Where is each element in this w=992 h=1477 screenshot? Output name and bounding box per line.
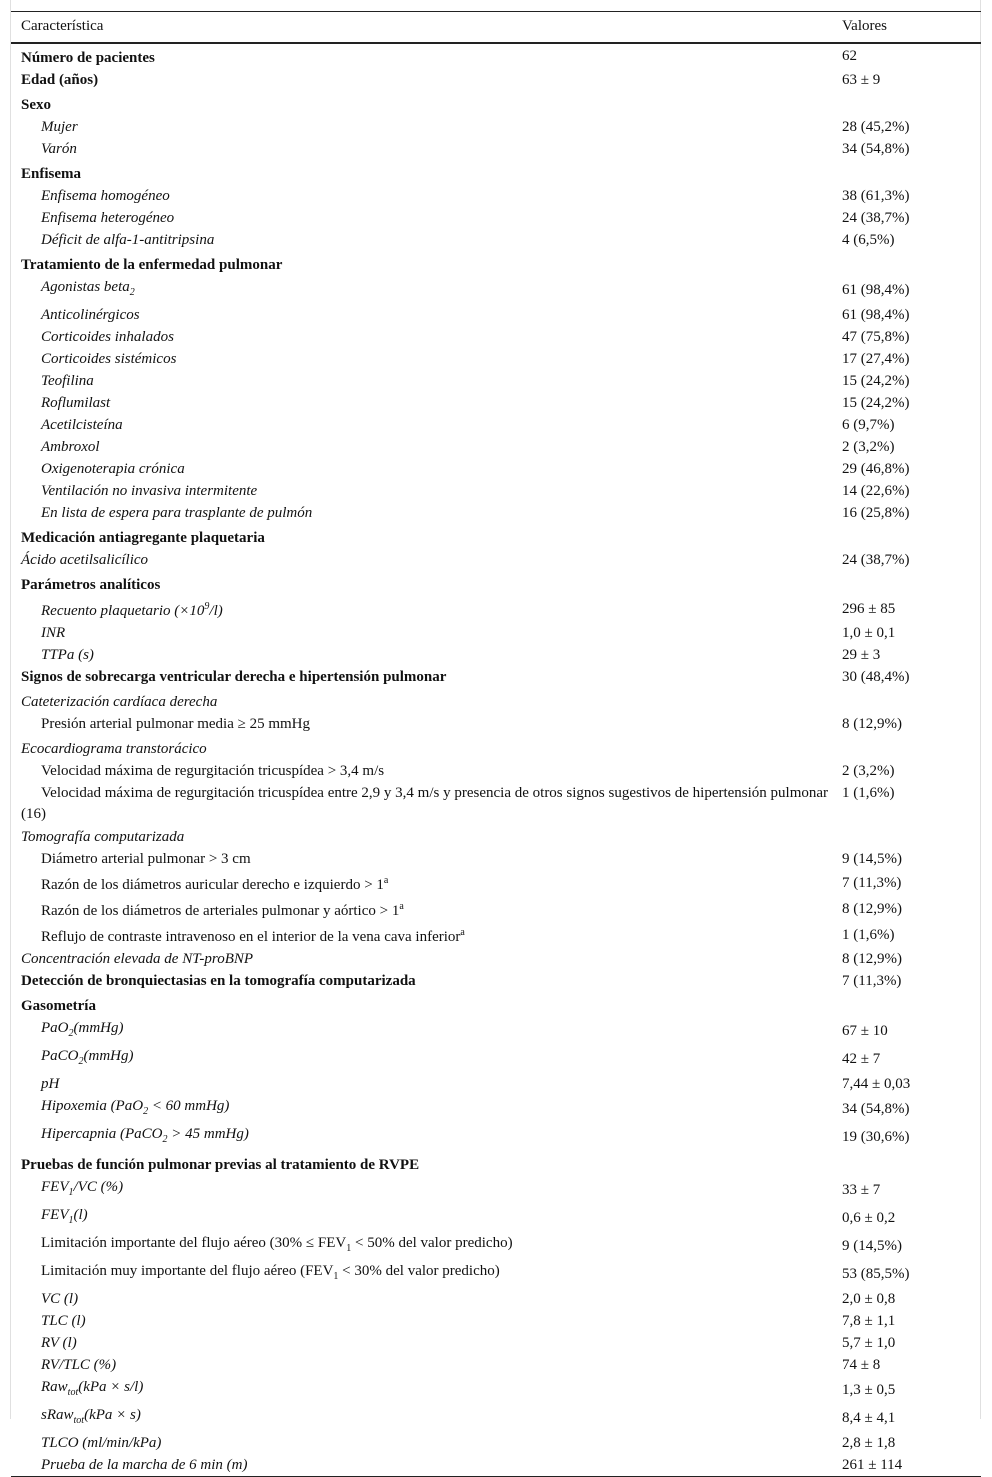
table-row xyxy=(11,326,981,348)
row-label: $FEV_1(l)$ xyxy=(41,1206,88,1226)
row-value: 61 (98,4%) xyxy=(842,281,910,298)
row-value: 2,0 ± 0,8 xyxy=(842,1290,896,1307)
row-label: RV/TLC (%) xyxy=(41,1356,117,1373)
row-value: 29 ± 3 xyxy=(842,646,881,663)
row-label: TTPa (s) xyxy=(41,646,94,663)
row-label: Concentración elevada de NT-proBNP xyxy=(21,950,254,967)
row-value xyxy=(842,735,981,760)
table-row xyxy=(11,1404,981,1432)
row-label: Prueba de la marcha de 6 min (m) xyxy=(11,1454,842,1477)
row-label: Varón xyxy=(41,140,77,157)
row-label: Déficit de alfa-1-antitripsina xyxy=(41,231,215,248)
row-label: Oxigenoterapia crónica xyxy=(41,460,185,477)
table-row xyxy=(11,480,981,502)
table-row xyxy=(11,622,981,644)
row-label: Edad (años) xyxy=(21,71,99,88)
row-label: INR xyxy=(41,624,66,641)
row-label: Mujer xyxy=(41,118,78,135)
row-label: Corticoides inhalados xyxy=(41,328,174,345)
row-value: 53 (85,5%) xyxy=(842,1265,910,1282)
row-label: Roflumilast xyxy=(41,394,111,411)
row-label: Enfisema xyxy=(21,165,81,182)
row-label: Agonistas beta$_2$ xyxy=(41,278,135,298)
row-label: Tomografía computarizada xyxy=(21,828,185,845)
table-row xyxy=(11,1354,981,1376)
table-row xyxy=(11,596,981,622)
row-label: TLCO (ml/min/kPa) xyxy=(41,1434,162,1451)
row-label: TLC (l) xyxy=(41,1312,86,1329)
header-valores: Valores xyxy=(842,12,981,43)
table-row xyxy=(11,666,981,688)
row-label: Ácido acetilsalicílico xyxy=(21,551,149,568)
row-label: Tratamiento de la enfermedad pulmonar xyxy=(21,256,283,273)
header-caracteristica: Característica xyxy=(11,12,842,43)
table-row xyxy=(11,1123,981,1151)
table-header-row xyxy=(11,12,981,43)
row-label: Presión arterial pulmonar media ≥ 25 mmHg xyxy=(41,715,311,732)
table-row xyxy=(11,870,981,896)
row-value: 17 (27,4%) xyxy=(842,350,910,367)
table-row xyxy=(11,1376,981,1404)
row-value: 296 ± 85 xyxy=(842,600,896,617)
table-row xyxy=(11,392,981,414)
row-value: 8,4 ± 4,1 xyxy=(842,1409,896,1426)
table-row xyxy=(11,1288,981,1310)
row-value: 33 ± 7 xyxy=(842,1181,881,1198)
table-row xyxy=(11,1017,981,1045)
row-value: 6 (9,7%) xyxy=(842,416,895,433)
table-row xyxy=(11,760,981,782)
table-row xyxy=(11,348,981,370)
row-label: Razón de los diámetros auricular derecho e izquierdo > $1^a$ xyxy=(41,874,389,893)
row-label: Signos de sobrecarga ventricular derecha e hipertensión pulmonar xyxy=(21,668,447,685)
table-row xyxy=(11,370,981,392)
table-row xyxy=(11,848,981,870)
table-row xyxy=(11,713,981,735)
row-value: 30 (48,4%) xyxy=(842,668,910,685)
row-value: 67 ± 10 xyxy=(842,1022,888,1039)
row-label: Velocidad máxima de regurgitación tricuspídea > 3,4 m/s xyxy=(41,762,385,779)
row-value: 0,6 ± 0,2 xyxy=(842,1209,896,1226)
row-value: 38 (61,3%) xyxy=(842,187,910,204)
row-value xyxy=(842,91,981,116)
table-row xyxy=(11,116,981,138)
table-row xyxy=(11,688,981,713)
row-value: 1 (1,6%) xyxy=(842,926,895,943)
table-row xyxy=(11,251,981,276)
table-row xyxy=(11,948,981,970)
row-value: 1 (1,6%) xyxy=(842,784,895,801)
table-row xyxy=(11,1073,981,1095)
row-label: Ecocardiograma transtorácico xyxy=(21,740,207,757)
table-row xyxy=(11,826,981,848)
row-label: Hipercapnia (PaCO$_2$ > 45 mmHg) xyxy=(41,1125,249,1145)
table-row xyxy=(11,91,981,116)
row-label: Medicación antiagregante plaquetaria xyxy=(21,529,265,546)
table-row xyxy=(11,1176,981,1204)
row-label: PaO$_2$(mmHg) xyxy=(41,1019,124,1039)
row-value: 261 ± 114 xyxy=(842,1454,981,1477)
row-value xyxy=(842,1151,981,1176)
row-value xyxy=(842,524,981,549)
row-value: 63 ± 9 xyxy=(842,71,881,88)
table-row xyxy=(11,644,981,666)
row-value: 9 (14,5%) xyxy=(842,850,902,867)
row-value: 62 xyxy=(842,48,857,64)
row-label: Acetilcisteína xyxy=(41,416,123,433)
row-value: 14 (22,6%) xyxy=(842,482,910,499)
table-row xyxy=(11,207,981,229)
table-row xyxy=(11,735,981,760)
characteristics-table xyxy=(11,11,981,1477)
row-label: Recuento plaquetario $(\times 10^9/l)$ xyxy=(41,600,223,619)
row-label: Ventilación no invasiva intermitente xyxy=(41,482,258,499)
row-label: Cateterización cardíaca derecha xyxy=(21,693,218,710)
table-row xyxy=(11,782,981,826)
row-value: 8 (12,9%) xyxy=(842,900,902,917)
table-row xyxy=(11,458,981,480)
table-row xyxy=(11,549,981,571)
table-row xyxy=(11,896,981,922)
table-row xyxy=(11,1310,981,1332)
table-row xyxy=(11,43,981,69)
row-value: 7,44 ± 0,03 xyxy=(842,1075,911,1092)
row-value: 34 (54,8%) xyxy=(842,1100,910,1117)
row-value: 29 (46,8%) xyxy=(842,460,910,477)
row-label: En lista de espera para trasplante de pulmón xyxy=(41,504,313,521)
row-value: 61 (98,4%) xyxy=(842,306,910,323)
row-value: 1,3 ± 0,5 xyxy=(842,1381,896,1398)
table-row xyxy=(11,436,981,458)
table-row xyxy=(11,1045,981,1073)
row-label: pH xyxy=(41,1075,60,1092)
row-value: 15 (24,2%) xyxy=(842,394,910,411)
table-row xyxy=(11,1232,981,1260)
row-value: 47 (75,8%) xyxy=(842,328,910,345)
row-value: 9 (14,5%) xyxy=(842,1237,902,1254)
row-value: 16 (25,8%) xyxy=(842,504,910,521)
row-label: Limitación muy importante del flujo aéreo ($FEV_1 < 30\%$ del valor predicho) xyxy=(41,1262,500,1282)
row-label: Pruebas de función pulmonar previas al tratamiento de RVPE xyxy=(21,1156,420,1173)
row-label: Raw$_{tot}$(kPa × s/l) xyxy=(41,1378,144,1398)
row-value: 24 (38,7%) xyxy=(842,551,910,568)
table-row xyxy=(11,1432,981,1454)
row-value: 28 (45,2%) xyxy=(842,118,910,135)
row-value: 7,8 ± 1,1 xyxy=(842,1312,896,1329)
table-row xyxy=(11,524,981,549)
row-label: Ambroxol xyxy=(41,438,100,455)
row-label: VC (l) xyxy=(41,1290,79,1307)
row-value: 2 (3,2%) xyxy=(842,762,895,779)
row-value: 15 (24,2%) xyxy=(842,372,910,389)
table-row xyxy=(11,1151,981,1176)
row-value xyxy=(842,160,981,185)
row-label: Número de pacientes xyxy=(21,49,155,66)
table-row xyxy=(11,414,981,436)
table-row xyxy=(11,1260,981,1288)
row-value: 2,8 ± 1,8 xyxy=(842,1434,896,1451)
row-value: 34 (54,8%) xyxy=(842,140,910,157)
row-value: 8 (12,9%) xyxy=(842,950,902,967)
row-value: 74 ± 8 xyxy=(842,1356,881,1373)
row-value xyxy=(842,992,981,1017)
table-row xyxy=(11,138,981,160)
table-row xyxy=(11,69,981,91)
row-label: Razón de los diámetros de arteriales pulmonar y aórtico > $1^a$ xyxy=(41,900,404,919)
row-label: Diámetro arterial pulmonar > 3 cm xyxy=(41,850,251,867)
table-row xyxy=(11,502,981,524)
row-label: Parámetros analíticos xyxy=(21,576,161,593)
row-label: Gasometría xyxy=(21,997,96,1014)
table-row xyxy=(11,1332,981,1354)
table-row xyxy=(11,922,981,948)
row-value: 19 (30,6%) xyxy=(842,1128,910,1145)
table-row xyxy=(11,992,981,1017)
row-value: 1,0 ± 0,1 xyxy=(842,624,896,641)
table-row xyxy=(11,1454,981,1477)
row-label: PaCO$_2$(mmHg) xyxy=(41,1047,134,1067)
row-value: 5,7 ± 1,0 xyxy=(842,1334,896,1351)
row-label: Detección de bronquiectasias en la tomografía computarizada xyxy=(21,972,416,989)
row-label: Anticolinérgicos xyxy=(41,306,140,323)
row-value xyxy=(842,826,981,848)
row-label: Limitación importante del flujo aéreo ($30\% \le FEV_1 < 50\%$ del valor predicho) xyxy=(41,1234,513,1254)
table-row xyxy=(11,304,981,326)
row-label: Teofilina xyxy=(41,372,94,389)
row-value xyxy=(842,251,981,276)
row-label: Corticoides sistémicos xyxy=(41,350,177,367)
table-row xyxy=(11,229,981,251)
row-label: Reflujo de contraste intravenoso en el interior de la vena cava inferior$^a$ xyxy=(41,926,465,945)
row-value: 7 (11,3%) xyxy=(842,972,902,989)
row-label: Enfisema heterogéneo xyxy=(41,209,175,226)
table-row xyxy=(11,276,981,304)
table-row xyxy=(11,185,981,207)
row-value: 4 (6,5%) xyxy=(842,231,895,248)
row-value xyxy=(842,571,981,596)
row-label: Enfisema homogéneo xyxy=(41,187,170,204)
table-row xyxy=(11,160,981,185)
row-label: RV (l) xyxy=(41,1334,77,1351)
row-label: $FEV_1/VC$ (%) xyxy=(41,1178,124,1198)
row-value: 8 (12,9%) xyxy=(842,715,902,732)
row-label: Sexo xyxy=(21,96,51,113)
row-value: 7 (11,3%) xyxy=(842,874,902,891)
table-row xyxy=(11,571,981,596)
table-row xyxy=(11,1095,981,1123)
row-value xyxy=(842,688,981,713)
row-label: Hipoxemia (PaO$_2$ < 60 mmHg) xyxy=(41,1097,230,1117)
row-label: sRaw$_{tot}$(kPa × s) xyxy=(41,1406,141,1426)
row-label: Velocidad máxima de regurgitación tricuspídea entre 2,9 y 3,4 m/s y presencia de otros signos sugestivos de hipertensión pulmonar (16) xyxy=(21,784,829,822)
row-value: 42 ± 7 xyxy=(842,1050,881,1067)
row-value: 24 (38,7%) xyxy=(842,209,910,226)
table-row xyxy=(11,1204,981,1232)
table-row xyxy=(11,970,981,992)
row-value: 2 (3,2%) xyxy=(842,438,895,455)
